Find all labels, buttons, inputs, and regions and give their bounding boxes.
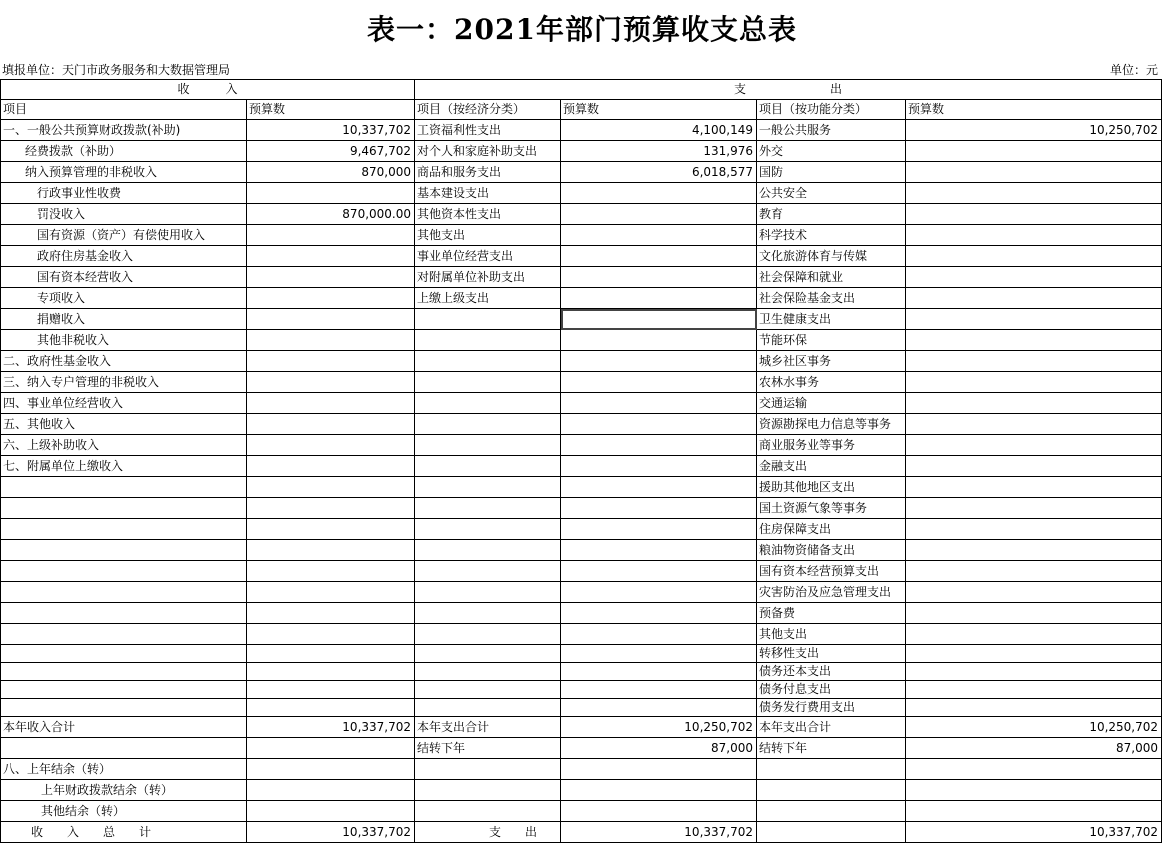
cell-func-item[interactable]: 本年支出合计 (757, 717, 906, 738)
cell-econ-amount[interactable] (561, 330, 757, 351)
table-row (1, 681, 1162, 699)
cell-income-item[interactable]: 专项收入 (1, 288, 247, 309)
table-row (1, 309, 1162, 330)
cell-income-amount[interactable] (247, 414, 415, 435)
cell-func-item[interactable]: 社会保险基金支出 (757, 288, 906, 309)
cell-econ-amount[interactable] (561, 246, 757, 267)
cell-income-item[interactable]: 罚没收入 (1, 204, 247, 225)
cell-income-amount[interactable]: 10,337,702 (247, 120, 415, 141)
col-header-func-amount[interactable]: 预算数 (906, 100, 1162, 120)
table-row (1, 582, 1162, 603)
cell-income-amount[interactable] (247, 309, 415, 330)
cell-econ-item[interactable] (415, 681, 561, 699)
table-row (1, 699, 1162, 717)
cell-econ-amount[interactable] (561, 456, 757, 477)
page-title: 表一：2021年部门预算收支总表 (367, 13, 797, 46)
cell-income-item[interactable] (1, 699, 247, 717)
cell-econ-amount[interactable] (561, 624, 757, 645)
cell-func-amount[interactable] (906, 663, 1162, 681)
cell-income-item[interactable] (1, 582, 247, 603)
cell-income-item[interactable] (1, 603, 247, 624)
table-row (1, 351, 1162, 372)
cell-econ-amount[interactable] (561, 663, 757, 681)
cell-econ-amount[interactable] (561, 204, 757, 225)
cell-econ-item[interactable] (415, 519, 561, 540)
cell-func-item[interactable]: 城乡社区事务 (757, 351, 906, 372)
cell-income-amount[interactable] (247, 561, 415, 582)
table-row (1, 645, 1162, 663)
cell-func-amount[interactable] (906, 540, 1162, 561)
cell-income-item[interactable]: 四、事业单位经营收入 (1, 393, 247, 414)
cell-income-amount[interactable] (247, 801, 415, 822)
cell-income-item[interactable] (1, 738, 247, 759)
cell-econ-amount[interactable] (561, 351, 757, 372)
cell-func-amount[interactable] (906, 759, 1162, 780)
cell-func-amount[interactable] (906, 624, 1162, 645)
cell-econ-item[interactable] (415, 498, 561, 519)
cell-income-item[interactable]: 其他非税收入 (1, 330, 247, 351)
cell-func-item[interactable]: 资源勘探电力信息等事务 (757, 414, 906, 435)
cell-econ-amount[interactable]: 10,250,702 (561, 717, 757, 738)
table-row (1, 780, 1162, 801)
table-row (1, 204, 1162, 225)
cell-func-item[interactable]: 节能环保 (757, 330, 906, 351)
cell-income-item[interactable]: 七、附属单位上缴收入 (1, 456, 247, 477)
table-row (1, 120, 1162, 141)
cell-income-amount[interactable] (247, 759, 415, 780)
cell-income-item[interactable]: 国有资本经营收入 (1, 267, 247, 288)
cell-econ-item[interactable]: 对个人和家庭补助支出 (415, 141, 561, 162)
cell-econ-amount[interactable] (561, 780, 757, 801)
col-header-income-amount[interactable]: 预算数 (247, 100, 415, 120)
cell-income-item[interactable]: 五、其他收入 (1, 414, 247, 435)
cell-income-amount[interactable] (247, 519, 415, 540)
expense-section-header[interactable]: 支 出 (415, 80, 1162, 100)
cell-func-item[interactable]: 债务还本支出 (757, 663, 906, 681)
cell-econ-item[interactable] (415, 309, 561, 330)
cell-econ-item[interactable] (415, 477, 561, 498)
cell-func-amount[interactable] (906, 603, 1162, 624)
cell-econ-amount[interactable]: 131,976 (561, 141, 757, 162)
cell-econ-item[interactable] (415, 456, 561, 477)
cell-func-amount[interactable] (906, 309, 1162, 330)
cell-income-amount[interactable] (247, 372, 415, 393)
cell-econ-item[interactable] (415, 414, 561, 435)
cell-econ-item[interactable]: 其他资本性支出 (415, 204, 561, 225)
cell-func-item[interactable]: 国防 (757, 162, 906, 183)
table-row (1, 183, 1162, 204)
cell-func-item[interactable]: 一般公共服务 (757, 120, 906, 141)
cell-func-amount[interactable] (906, 477, 1162, 498)
cell-econ-item[interactable]: 对附属单位补助支出 (415, 267, 561, 288)
cell-econ-amount[interactable] (561, 225, 757, 246)
cell-func-item[interactable]: 外交 (757, 141, 906, 162)
cell-func-amount[interactable] (906, 183, 1162, 204)
cell-econ-item[interactable] (415, 780, 561, 801)
table-row (1, 456, 1162, 477)
table-row (1, 267, 1162, 288)
reporting-unit-label: 填报单位：天门市政务服务和大数据管理局 (2, 63, 231, 77)
cell-econ-item[interactable] (415, 393, 561, 414)
cell-func-amount[interactable] (906, 372, 1162, 393)
table-row (1, 393, 1162, 414)
cell-func-item[interactable] (757, 759, 906, 780)
cell-income-item[interactable]: 其他结余（转） (1, 801, 247, 822)
cell-func-item[interactable]: 粮油物资储备支出 (757, 540, 906, 561)
cell-income-item[interactable] (1, 624, 247, 645)
cell-income-amount[interactable] (247, 477, 415, 498)
cell-income-item[interactable] (1, 540, 247, 561)
cell-func-item[interactable]: 卫生健康支出 (757, 309, 906, 330)
cell-econ-amount[interactable] (561, 561, 757, 582)
cell-econ-amount[interactable] (561, 681, 757, 699)
cell-func-item[interactable] (757, 801, 906, 822)
cell-income-item[interactable]: 二、政府性基金收入 (1, 351, 247, 372)
cell-income-item[interactable]: 经费拨款（补助） (1, 141, 247, 162)
cell-econ-item[interactable] (415, 663, 561, 681)
cell-func-item[interactable]: 债务发行费用支出 (757, 699, 906, 717)
table-row (1, 540, 1162, 561)
cell-func-amount[interactable] (906, 561, 1162, 582)
cell-income-item[interactable]: 八、上年结余（转） (1, 759, 247, 780)
cell-econ-item[interactable] (415, 330, 561, 351)
table-row (1, 498, 1162, 519)
table-row (1, 624, 1162, 645)
cell-income-amount[interactable] (247, 393, 415, 414)
cell-econ-amount[interactable] (561, 414, 757, 435)
cell-income-item[interactable]: 国有资源（资产）有偿使用收入 (1, 225, 247, 246)
table-row (1, 225, 1162, 246)
cell-income-item[interactable]: 一、一般公共预算财政拨款(补助) (1, 120, 247, 141)
cell-income-item[interactable]: 三、纳入专户管理的非税收入 (1, 372, 247, 393)
cell-econ-amount[interactable]: 87,000 (561, 738, 757, 759)
cell-func-item[interactable]: 金融支出 (757, 456, 906, 477)
cell-income-item[interactable]: 捐赠收入 (1, 309, 247, 330)
cell-econ-item[interactable] (415, 699, 561, 717)
table-row (1, 738, 1162, 759)
cell-econ-item[interactable] (415, 582, 561, 603)
cell-income-amount[interactable] (247, 624, 415, 645)
cell-func-amount[interactable] (906, 519, 1162, 540)
table-row (1, 141, 1162, 162)
table-row (1, 603, 1162, 624)
table-row (1, 663, 1162, 681)
table-row (1, 822, 1162, 843)
cell-econ-item[interactable]: 结转下年 (415, 738, 561, 759)
cell-econ-amount[interactable] (561, 645, 757, 663)
cell-func-amount[interactable] (906, 351, 1162, 372)
cell-income-amount[interactable] (247, 435, 415, 456)
cell-econ-amount[interactable] (561, 699, 757, 717)
cell-func-item[interactable]: 转移性支出 (757, 645, 906, 663)
cell-income-amount[interactable] (247, 330, 415, 351)
cell-func-item[interactable]: 科学技术 (757, 225, 906, 246)
cell-econ-item[interactable] (415, 561, 561, 582)
cell-econ-item[interactable]: 基本建设支出 (415, 183, 561, 204)
cell-income-item[interactable]: 政府住房基金收入 (1, 246, 247, 267)
cell-econ-item[interactable]: 事业单位经营支出 (415, 246, 561, 267)
cell-econ-amount[interactable] (561, 498, 757, 519)
cell-func-amount[interactable] (906, 801, 1162, 822)
cell-income-amount[interactable] (247, 288, 415, 309)
col-header-econ-amount[interactable]: 预算数 (561, 100, 757, 120)
cell-income-item[interactable] (1, 519, 247, 540)
cell-func-amount[interactable]: 10,337,702 (906, 822, 1162, 843)
cell-econ-amount[interactable] (561, 393, 757, 414)
table-row (1, 288, 1162, 309)
cell-income-amount[interactable] (247, 663, 415, 681)
cell-income-amount[interactable] (247, 225, 415, 246)
cell-func-item[interactable]: 交通运输 (757, 393, 906, 414)
cell-func-amount[interactable] (906, 288, 1162, 309)
cell-func-item[interactable]: 农林水事务 (757, 372, 906, 393)
cell-econ-item[interactable] (415, 603, 561, 624)
cell-func-amount[interactable]: 10,250,702 (906, 717, 1162, 738)
cell-income-amount[interactable] (247, 681, 415, 699)
cell-econ-amount[interactable] (561, 801, 757, 822)
cell-func-amount[interactable] (906, 393, 1162, 414)
cell-income-item[interactable]: 六、上级补助收入 (1, 435, 247, 456)
cell-func-amount[interactable]: 10,250,702 (906, 120, 1162, 141)
cell-func-amount[interactable] (906, 267, 1162, 288)
cell-func-item[interactable]: 公共安全 (757, 183, 906, 204)
cell-econ-amount[interactable]: 10,337,702 (561, 822, 757, 843)
cell-income-amount[interactable] (247, 603, 415, 624)
cell-income-amount[interactable] (247, 780, 415, 801)
cell-income-amount[interactable] (247, 267, 415, 288)
cell-income-item[interactable]: 行政事业性收费 (1, 183, 247, 204)
cell-func-item[interactable] (757, 822, 906, 843)
cell-income-amount[interactable] (247, 498, 415, 519)
cell-func-item[interactable]: 援助其他地区支出 (757, 477, 906, 498)
cell-econ-amount[interactable] (561, 582, 757, 603)
cell-income-amount[interactable] (247, 582, 415, 603)
income-section-header[interactable]: 收 入 (1, 80, 415, 100)
cell-income-amount[interactable] (247, 540, 415, 561)
table-row (1, 477, 1162, 498)
cell-econ-item[interactable] (415, 759, 561, 780)
cell-econ-item[interactable]: 工资福利性支出 (415, 120, 561, 141)
cell-func-item[interactable]: 结转下年 (757, 738, 906, 759)
selected-cell[interactable] (561, 309, 757, 330)
cell-income-item[interactable]: 收 入 总 计 (1, 822, 247, 843)
cell-income-amount[interactable] (247, 351, 415, 372)
cell-func-amount[interactable] (906, 498, 1162, 519)
table-row (1, 435, 1162, 456)
table-row (1, 162, 1162, 183)
cell-func-item[interactable]: 国土资源气象等事务 (757, 498, 906, 519)
cell-func-item[interactable]: 住房保障支出 (757, 519, 906, 540)
cell-econ-item[interactable] (415, 801, 561, 822)
cell-func-item[interactable] (757, 780, 906, 801)
cell-income-amount[interactable] (247, 699, 415, 717)
budget-table (0, 79, 1162, 843)
cell-econ-amount[interactable] (561, 603, 757, 624)
cell-income-item[interactable]: 本年收入合计 (1, 717, 247, 738)
cell-income-item[interactable]: 纳入预算管理的非税收入 (1, 162, 247, 183)
table-row (1, 759, 1162, 780)
cell-econ-item[interactable] (415, 435, 561, 456)
cell-func-amount[interactable]: 87,000 (906, 738, 1162, 759)
currency-unit-label: 单位：元 (1109, 63, 1158, 77)
cell-income-amount[interactable] (247, 246, 415, 267)
cell-func-amount[interactable] (906, 645, 1162, 663)
cell-econ-item[interactable]: 本年支出合计 (415, 717, 561, 738)
cell-func-item[interactable]: 灾害防治及应急管理支出 (757, 582, 906, 603)
cell-income-item[interactable] (1, 477, 247, 498)
cell-econ-item[interactable]: 商品和服务支出 (415, 162, 561, 183)
cell-econ-item[interactable]: 上缴上级支出 (415, 288, 561, 309)
table-row (1, 372, 1162, 393)
cell-econ-amount[interactable] (561, 372, 757, 393)
cell-func-item[interactable]: 文化旅游体育与传媒 (757, 246, 906, 267)
cell-income-item[interactable] (1, 681, 247, 699)
cell-income-item[interactable]: 上年财政拨款结余（转） (1, 780, 247, 801)
cell-econ-amount[interactable]: 4,100,149 (561, 120, 757, 141)
cell-econ-amount[interactable] (561, 288, 757, 309)
cell-func-item[interactable]: 国有资本经营预算支出 (757, 561, 906, 582)
cell-econ-amount[interactable] (561, 183, 757, 204)
table-row (1, 561, 1162, 582)
cell-income-amount[interactable] (247, 738, 415, 759)
cell-income-item[interactable] (1, 663, 247, 681)
cell-econ-item[interactable] (415, 645, 561, 663)
cell-econ-amount[interactable] (561, 477, 757, 498)
table-row (1, 519, 1162, 540)
cell-func-item[interactable]: 商业服务业等事务 (757, 435, 906, 456)
cell-func-amount[interactable] (906, 246, 1162, 267)
cell-func-amount[interactable] (906, 780, 1162, 801)
cell-func-item[interactable]: 债务付息支出 (757, 681, 906, 699)
cell-income-amount[interactable] (247, 183, 415, 204)
col-header-econ-item[interactable]: 项目（按经济分类） (415, 100, 561, 120)
cell-func-amount[interactable] (906, 225, 1162, 246)
cell-income-amount[interactable] (247, 645, 415, 663)
cell-income-amount[interactable]: 9,467,702 (247, 141, 415, 162)
cell-income-amount[interactable]: 10,337,702 (247, 717, 415, 738)
cell-econ-item[interactable] (415, 372, 561, 393)
cell-func-amount[interactable] (906, 204, 1162, 225)
cell-income-amount[interactable] (247, 456, 415, 477)
cell-econ-item[interactable] (415, 351, 561, 372)
col-header-income-item[interactable]: 项目 (1, 100, 247, 120)
col-header-func-item[interactable]: 项目（按功能分类） (757, 100, 906, 120)
table-row (1, 246, 1162, 267)
table-row (1, 717, 1162, 738)
cell-econ-amount[interactable] (561, 435, 757, 456)
cell-func-item[interactable]: 社会保障和就业 (757, 267, 906, 288)
cell-econ-amount[interactable] (561, 759, 757, 780)
cell-func-amount[interactable] (906, 141, 1162, 162)
cell-income-amount[interactable]: 870,000.00 (247, 204, 415, 225)
cell-income-amount[interactable]: 870,000 (247, 162, 415, 183)
cell-econ-amount[interactable] (561, 267, 757, 288)
cell-func-amount[interactable] (906, 330, 1162, 351)
cell-econ-item[interactable] (415, 540, 561, 561)
cell-func-amount[interactable] (906, 456, 1162, 477)
cell-econ-item[interactable] (415, 624, 561, 645)
cell-income-amount[interactable]: 10,337,702 (247, 822, 415, 843)
cell-func-item[interactable]: 预备费 (757, 603, 906, 624)
cell-income-item[interactable] (1, 498, 247, 519)
cell-econ-amount[interactable] (561, 519, 757, 540)
cell-func-amount[interactable] (906, 699, 1162, 717)
table-row (1, 414, 1162, 435)
cell-income-item[interactable] (1, 645, 247, 663)
cell-func-item[interactable]: 教育 (757, 204, 906, 225)
cell-func-amount[interactable] (906, 435, 1162, 456)
cell-econ-item[interactable]: 支 出 (415, 822, 561, 843)
cell-func-amount[interactable] (906, 582, 1162, 603)
cell-func-amount[interactable] (906, 414, 1162, 435)
cell-func-amount[interactable] (906, 681, 1162, 699)
cell-func-amount[interactable] (906, 162, 1162, 183)
cell-econ-item[interactable]: 其他支出 (415, 225, 561, 246)
cell-econ-amount[interactable]: 6,018,577 (561, 162, 757, 183)
table-row (1, 330, 1162, 351)
cell-func-item[interactable]: 其他支出 (757, 624, 906, 645)
cell-income-item[interactable] (1, 561, 247, 582)
cell-econ-amount[interactable] (561, 540, 757, 561)
table-row (1, 801, 1162, 822)
